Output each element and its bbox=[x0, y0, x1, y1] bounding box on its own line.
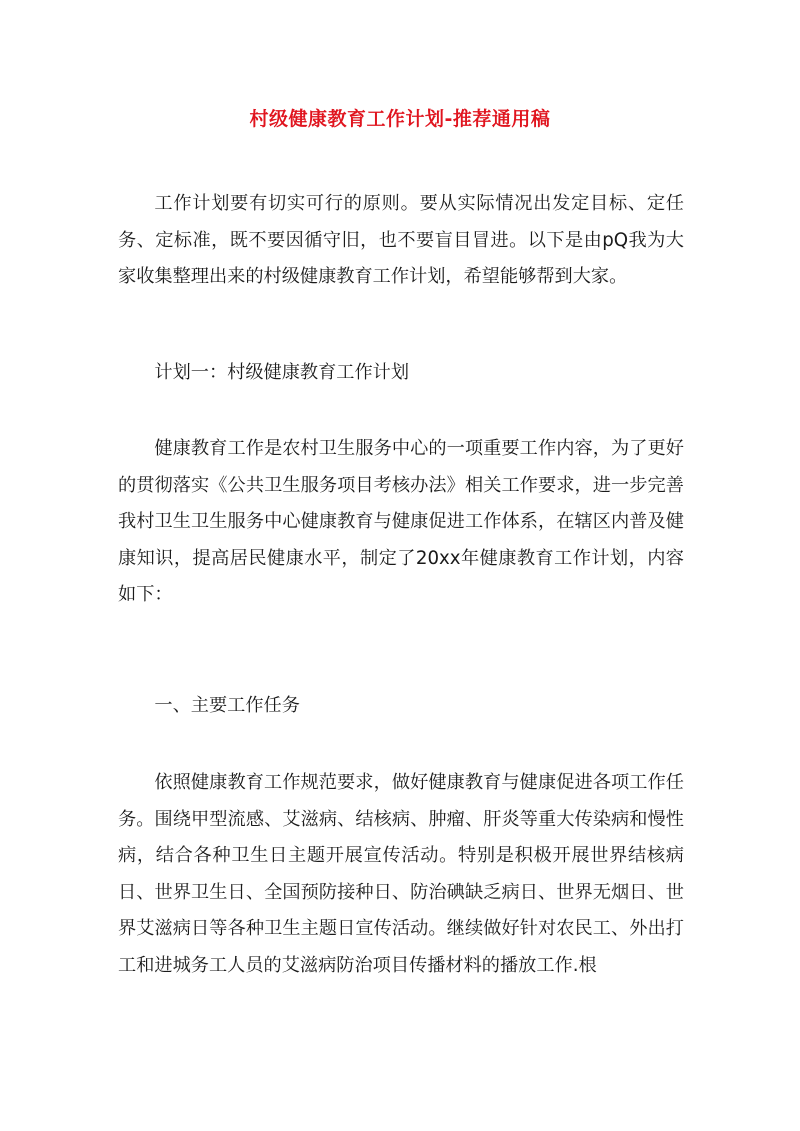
intro-paragraph: 工作计划要有切实可行的原则。要从实际情况出发定目标、定任务、定标准，既不要因循守旧，也不要盲目冒进。以下是由pQ我为大家收集整理出来的村级健康教育工作计划，希望能够帮到大家。 bbox=[118, 193, 684, 287]
plan-intro-paragraph: 健康教育工作是农村卫生服务中心的一项重要工作内容，为了更好的贯彻落实《公共卫生服务项目考核办法》相关工作要求，进一步完善我村卫生卫生服务中心健康教育与健康促进工作体系，在辖区内普及健康知识，提高居民健康水平，制定了20xx年健康教育工作计划，内容如下： bbox=[118, 438, 684, 605]
document-title: 村级健康教育工作计划-推荐通用稿 bbox=[249, 108, 551, 130]
plan-heading: 计划一：村级健康教育工作计划 bbox=[154, 362, 410, 383]
section-body-main-tasks: 依照健康教育工作规范要求，做好健康教育与健康促进各项工作任务。围绕甲型流感、艾滋病、结核病、肿瘤、肝炎等重大传染病和慢性病，结合各种卫生日主题开展宣传活动。特别是积极开展世界结核病日、世界卫生日、全国预防接种日、防治碘缺乏病日、世界无烟日、世界艾滋病日等各种卫生主题日宣传活动。继续做好针对农民工、外出打工和进城务工人员的艾滋病防治项目传播材料的播放工作.根 bbox=[118, 772, 684, 976]
section-heading-main-tasks: 一、主要工作任务 bbox=[154, 695, 300, 716]
